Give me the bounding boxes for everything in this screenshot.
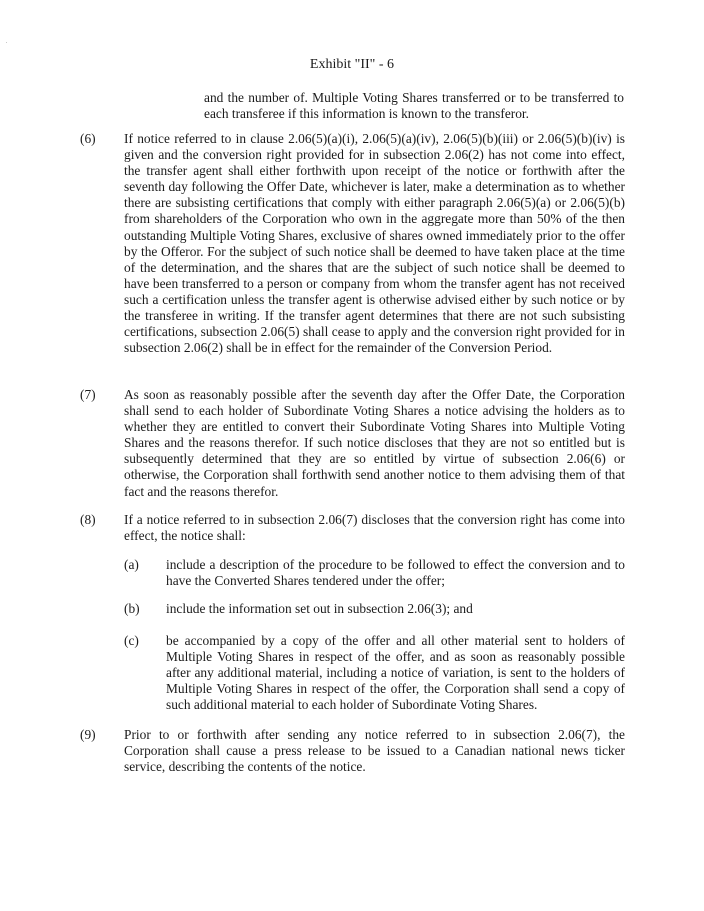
subitem-letter: (b)	[124, 601, 140, 616]
page-header: Exhibit "II" - 6	[309, 57, 395, 72]
subitem-text: include the information set out in subsection 2.06(3); and	[166, 601, 473, 616]
paragraph-number: (9)	[80, 727, 96, 742]
paragraph-text: As soon as reasonably possible after the seventh day after the Offer Date, the Corporation shall send to each holder of Subordinate Voting Shares a notice advising the holders as to whether they are entitled to convert their Subordinate Voting Shares into Multiple Voting Shares and the reasons therefor. If such notice discloses that they are not so entitled but is subsequently determined that they are so entitled by virtue of subsection 2.06(6) or otherwise, the Corporation shall forthwith send another notice to them advising them of that fact and the reasons therefor.	[124, 387, 625, 499]
subitem-letter: (c)	[124, 633, 139, 648]
paragraph-number: (7)	[80, 387, 96, 402]
continuation-paragraph: and the number of. Multiple Voting Shares transferred or to be transferred to each transferee if this information is known to the transferor.	[204, 90, 624, 122]
paragraph-text: If notice referred to in clause 2.06(5)(a)(i), 2.06(5)(a)(iv), 2.06(5)(b)(iii) or 2.06(5)(b)(iv) is given and the conversion right provided for in subsection 2.06(2) has not come into effect, the transfer agent shall either forthwith upon receipt of the notice or forthwith after the seventh day following the Offer Date, whichever is later, make a determination as to whether there are subsisting certifications that comply with either paragraph 2.06(5)(a) or 2.06(5)(b) from shareholders of the Corporation who own in the aggregate more than 50% of the then outstanding Multiple Voting Shares, exclusive of shares owned immediately prior to the offer by the Offeror. For the subject of such notice shall be deemed to have taken place at the time of the determination, and the shares that are the subject of such notice shall be deemed to have been transferred to a person or company from whom the transfer agent has not received such a certification unless the transfer agent is otherwise advised either by such notice or by the transferee in writing. If the transfer agent determines that there are not such subsisting certifications, subsection 2.06(5) shall cease to apply and the conversion right provided for in subsection 2.06(2) shall be in effect for the remainder of the Conversion Period.	[124, 131, 625, 356]
subitem-b	[124, 601, 625, 617]
scan-speck	[6, 42, 7, 43]
paragraph-text: Prior to or forthwith after sending any notice referred to in subsection 2.06(7), the Corporation shall cause a press release to be issued to a Canadian national news ticker service, describing the contents of the notice.	[124, 727, 625, 775]
paragraph-6	[80, 131, 625, 356]
paragraph-9	[80, 727, 625, 775]
paragraph-number: (6)	[80, 131, 96, 146]
paragraph-8	[80, 512, 625, 544]
paragraph-number: (8)	[80, 512, 96, 527]
subitem-c	[124, 633, 625, 713]
subitem-text: be accompanied by a copy of the offer and all other material sent to holders of Multiple Voting Shares in respect of the offer, and as soon as reasonably possible after any additional material, including a notice of variation, is sent to the holders of Multiple Voting Shares in respect of the offer, the Corporation shall send a copy of such additional material to each holder of Subordinate Voting Shares.	[166, 633, 625, 713]
subitem-text: include a description of the procedure to be followed to effect the conversion and to have the Converted Shares tendered under the offer;	[166, 557, 625, 589]
subitem-letter: (a)	[124, 557, 139, 572]
paragraph-text: If a notice referred to in subsection 2.06(7) discloses that the conversion right has come into effect, the notice shall:	[124, 512, 625, 544]
subitem-a	[124, 557, 625, 589]
paragraph-7	[80, 387, 625, 500]
